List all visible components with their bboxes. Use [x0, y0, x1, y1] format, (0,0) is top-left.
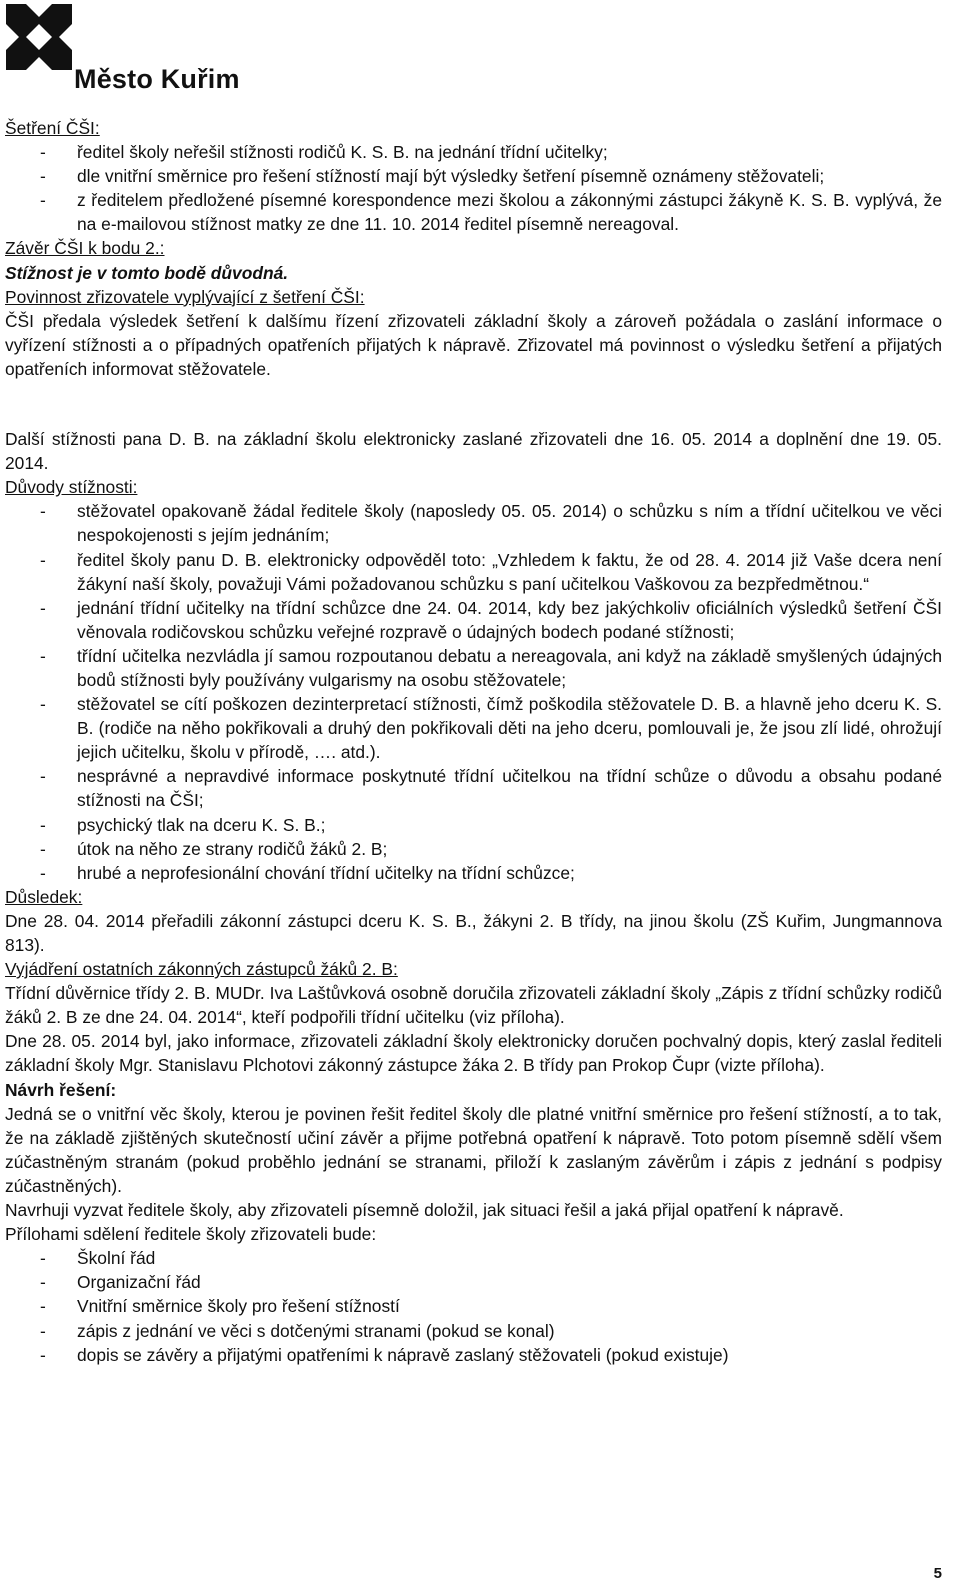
- list-item: - ředitel školy panu D. B. elektronicky odpověděl toto: „Vzhledem k faktu, že od 28. 4. 2014 již Vaše dcera není žákyní naší školy, považuji Vámi požadovanou schůzku s paní učitelkou Vaškovou za bezpředmětnou.“: [5, 548, 942, 596]
- list-item: - Organizační řád: [5, 1270, 942, 1294]
- list-item: - hrubé a neprofesionální chování třídní učitelky na třídní schůzce;: [5, 861, 942, 885]
- list-item: - psychický tlak na dceru K. S. B.;: [5, 813, 942, 837]
- logo-text: Město Kuřim: [74, 64, 240, 94]
- navrh-heading: Návrh řešení:: [5, 1079, 117, 1100]
- navrh-paragraph: Jedná se o vnitřní věc školy, kterou je povinen řešit ředitel školy dle platné vnitřní směrnice pro řešení stížností, a to tak, že na základě zjištěných skutečností učiní závěr a přijme potřebná opatření k nápravě. Toto potom písemně sdělí všem zúčastněným stranám (pokud proběhlo jednání se stranami, přiloží k zaslaným závěrům i zápis z jednání s podpisy zúčastněných).: [5, 1103, 942, 1196]
- list-item: - stěžovatel opakovaně žádal ředitele školy (naposledy 05. 05. 2014) o schůzku s ním a třídní učitelkou ve věci nespokojenosti s jejím jednáním;: [5, 499, 942, 547]
- list-item: - dle vnitřní směrnice pro řešení stížností mají být výsledky šetření písemně oznámeny stěžovateli;: [5, 164, 942, 188]
- vyjadreni-paragraph: Třídní důvěrnice třídy 2. B. MUDr. Iva Laštůvková osobně doručila zřizovateli základní školy „Zápis z třídní schůzky rodičů žáků 2. B ze dne 24. 04. 2014“, kteří podpořili třídní učitelku (viz příloha).: [5, 983, 942, 1028]
- vyjadreni-heading: Vyjádření ostatních zákonných zástupců žáků 2. B:: [5, 959, 398, 980]
- list-item: - útok na něho ze strany rodičů žáků 2. B;: [5, 837, 942, 861]
- list-item: - z ředitelem předložené písemné korespondence mezi školou a zákonnými zástupci žákyně K. S. B. vyplývá, že na e-mailovou stížnost matky ze dne 11. 10. 2014 ředitel písemně nereagoval.: [5, 188, 942, 236]
- list-item: - zápis z jednání ve věci s dotčenými stranami (pokud se konal): [5, 1319, 942, 1343]
- list-item: - Školní řád: [5, 1246, 942, 1270]
- zaver-heading: Závěr ČŠI k bodu 2.:: [5, 238, 165, 259]
- povinnost-text: ČŠI předala výsledek šetření k dalšímu řízení zřizovateli základní školy a zároveň požádala o zaslání informace o vyřízení stížnosti a o případných opatřeních přijatých k nápravě. Zřizovatel má povinnost o výsledku šetření a přijatých opatřeních informovat stěžovatele.: [5, 310, 942, 379]
- prilohy-intro: Přílohami sdělení ředitele školy zřizovateli bude:: [5, 1224, 377, 1245]
- vyjadreni-paragraph: Dne 28. 05. 2014 byl, jako informace, zřizovateli základní školy elektronicky doručen pochvalný dopis, který zaslal řediteli základní školy Mgr. Stanislavu Plchotovi zákonný zástupce žáka 2. B třídy pan Prokop Čupr (vizte příloha).: [5, 1031, 942, 1076]
- document-body: [5, 116, 942, 1367]
- navrh-paragraph: Navrhuji vyzvat ředitele školy, aby zřizovateli písemně doložil, jak situaci řešil a jaká přijal opatření k nápravě.: [5, 1200, 844, 1221]
- list-item: - ředitel školy neřešil stížnosti rodičů K. S. B. na jednání třídní učitelky;: [5, 140, 942, 164]
- city-logo: [4, 2, 254, 94]
- list-item: - dopis se závěry a přijatými opatřeními k nápravě zaslaný stěžovateli (pokud existuje): [5, 1343, 942, 1367]
- list-item: - třídní učitelka nezvládla jí samou rozpoutanou debatu a nereagovala, ani když na základě smyšlených údajných bodů stížnosti byly používány vulgarismy na osobu stěžovatele;: [5, 644, 942, 692]
- prilohy-list: [5, 1246, 942, 1366]
- povinnost-heading: Povinnost zřizovatele vyplývající z šetření ČŠI:: [5, 286, 365, 307]
- dusledek-heading: Důsledek:: [5, 886, 83, 907]
- list-item: - jednání třídní učitelky na třídní schůzce dne 24. 04. 2014, kdy bez jakýchkoliv oficiálních výsledků šetření ČŠI věnovala rodičovskou schůzku veřejné rozpravě o údajných bodech podané stížnosti;: [5, 596, 942, 644]
- logo-emblem-icon: [4, 2, 74, 72]
- dusledek-text: Dne 28. 04. 2014 přeřadili zákonní zástupci dceru K. S. B., žákyni 2. B třídy, na jinou školu (ZŠ Kuřim, Jungmannova 813).: [5, 910, 942, 955]
- setreni-heading: Šetření ČŠI:: [5, 118, 100, 138]
- duvody-list: [5, 499, 942, 885]
- zaver-text: Stížnost je v tomto bodě důvodná.: [5, 262, 289, 283]
- list-item: - Vnitřní směrnice školy pro řešení stížností: [5, 1294, 942, 1318]
- duvody-heading: Důvody stížnosti:: [5, 477, 138, 498]
- setreni-list: [5, 140, 942, 236]
- page-number: 5: [933, 1565, 942, 1582]
- list-item: - nesprávné a nepravdivé informace poskytnuté třídní učitelkou na třídní schůze o důvodu a obsahu podané stížnosti na ČŠI;: [5, 764, 942, 812]
- dalsi-stiznosti-text: Další stížnosti pana D. B. na základní školu elektronicky zaslané zřizovateli dne 16. 05. 2014 a doplnění dne 19. 05. 2014.: [5, 429, 942, 474]
- list-item: - stěžovatel se cítí poškozen dezinterpretací stížnosti, čímž poškodila stěžovatele D. B. a hlavně jeho dceru K. S. B. (rodiče na něho pokřikovali a druhý den pokřikovali děti na jeho dceru, pomlouvali je, že jsou zlí lidé, ohrožují jejich učitelku, školu v přírodě, …. atd.).: [5, 692, 942, 764]
